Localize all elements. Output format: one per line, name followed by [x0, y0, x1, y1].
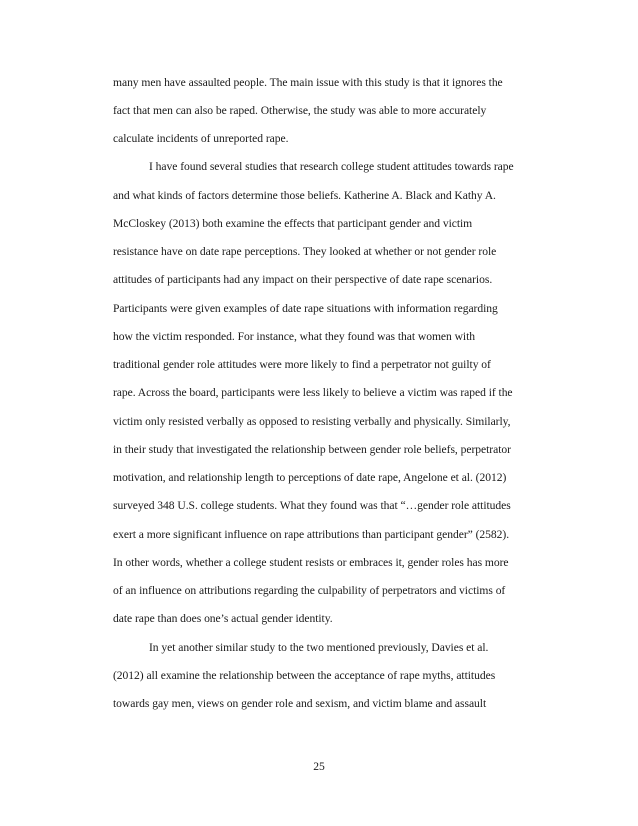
text-line: and what kinds of factors determine those beliefs. Katherine A. Black and Kathy A.	[113, 189, 496, 202]
text-line: Participants were given examples of date rape situations with information regarding	[113, 302, 498, 315]
text-line: (2012) all examine the relationship between the acceptance of rape myths, attitudes	[113, 669, 496, 682]
paragraph-first-line: I have found several studies that research college student attitudes towards rape	[149, 160, 514, 173]
text-line: calculate incidents of unreported rape.	[113, 132, 289, 145]
text-line: of an influence on attributions regarding the culpability of perpetrators and victims of	[113, 584, 506, 597]
text-line: motivation, and relationship length to perceptions of date rape, Angelone et al. (2012)	[113, 471, 507, 484]
text-line: rape. Across the board, participants were less likely to believe a victim was raped if the	[113, 386, 513, 399]
text-line: In other words, whether a college student resists or embraces it, gender roles has more	[113, 556, 509, 569]
text-line: exert a more significant influence on rape attributions than participant gender” (2582).	[113, 528, 510, 541]
text-line: many men have assaulted people. The main issue with this study is that it ignores the	[113, 76, 503, 89]
text-line: how the victim responded. For instance, what they found was that women with	[113, 330, 476, 343]
paragraph-first-line: In yet another similar study to the two mentioned previously, Davies et al.	[149, 641, 489, 654]
text-line: surveyed 348 U.S. college students. What they found was that “…gender role attitudes	[113, 499, 511, 512]
text-line: fact that men can also be raped. Otherwise, the study was able to more accurately	[113, 104, 487, 117]
text-line: resistance have on date rape perceptions. They looked at whether or not gender role	[113, 245, 497, 258]
text-line: McCloskey (2013) both examine the effects that participant gender and victim	[113, 217, 473, 230]
page-number: 25	[313, 760, 325, 773]
text-line: attitudes of participants had any impact on their perspective of date rape scenarios.	[113, 273, 493, 286]
text-line: towards gay men, views on gender role and sexism, and victim blame and assault	[113, 697, 487, 710]
text-line: victim only resisted verbally as opposed to resisting verbally and physically. Similarly,	[113, 415, 511, 428]
text-line: date rape than does one’s actual gender identity.	[113, 612, 333, 625]
text-line: in their study that investigated the relationship between gender role beliefs, perpetrator	[113, 443, 511, 456]
text-line: traditional gender role attitudes were more likely to find a perpetrator not guilty of	[113, 358, 491, 371]
